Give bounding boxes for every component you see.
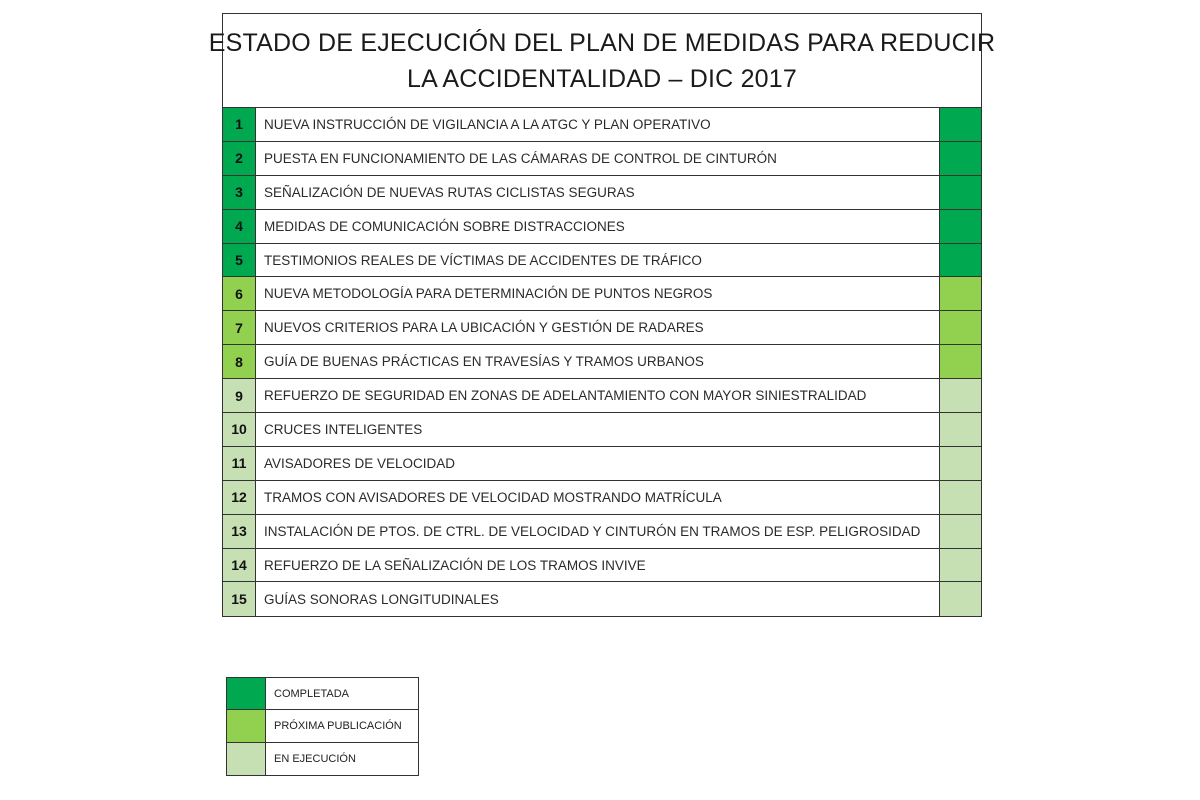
measure-description: INSTALACIÓN DE PTOS. DE CTRL. DE VELOCIDAD Y CINTURÓN EN TRAMOS DE ESP. PELIGROSIDAD bbox=[264, 523, 921, 539]
measure-number: 11 bbox=[223, 447, 256, 480]
measure-description: AVISADORES DE VELOCIDAD bbox=[264, 455, 456, 471]
measure-status-cell bbox=[939, 108, 981, 141]
measure-row bbox=[223, 244, 981, 278]
measure-description: NUEVA INSTRUCCIÓN DE VIGILANCIA A LA ATGC Y PLAN OPERATIVO bbox=[264, 116, 711, 132]
measure-number: 15 bbox=[223, 582, 256, 616]
measure-description: TESTIMONIOS REALES DE VÍCTIMAS DE ACCIDENTES DE TRÁFICO bbox=[264, 252, 702, 268]
measure-row bbox=[223, 549, 981, 583]
measure-description: REFUERZO DE LA SEÑALIZACIÓN DE LOS TRAMOS INVIVE bbox=[264, 557, 646, 573]
measure-number: 1 bbox=[223, 108, 256, 141]
measure-number: 4 bbox=[223, 210, 256, 243]
measure-row bbox=[223, 413, 981, 447]
measure-row bbox=[223, 582, 981, 616]
measure-row bbox=[223, 481, 981, 515]
measure-description: NUEVOS CRITERIOS PARA LA UBICACIÓN Y GESTIÓN DE RADARES bbox=[264, 320, 704, 336]
measure-row bbox=[223, 311, 981, 345]
measure-description: MEDIDAS DE COMUNICACIÓN SOBRE DISTRACCIONES bbox=[264, 218, 625, 234]
measure-number: 6 bbox=[223, 277, 256, 310]
measure-row bbox=[223, 447, 981, 481]
measure-row bbox=[223, 515, 981, 549]
measure-status-cell bbox=[939, 549, 981, 582]
measure-description: PUESTA EN FUNCIONAMIENTO DE LAS CÁMARAS DE CONTROL DE CINTURÓN bbox=[264, 150, 777, 166]
measure-status-cell bbox=[939, 481, 981, 514]
legend-label: PRÓXIMA PUBLICACIÓN bbox=[274, 719, 402, 732]
measure-number: 7 bbox=[223, 311, 256, 344]
legend-list bbox=[227, 678, 418, 775]
legend-label: COMPLETADA bbox=[274, 687, 349, 700]
measure-status-cell bbox=[939, 311, 981, 344]
measure-status-cell bbox=[939, 447, 981, 480]
legend-swatch bbox=[227, 743, 266, 775]
measure-number: 8 bbox=[223, 345, 256, 378]
measure-status-cell bbox=[939, 379, 981, 412]
measure-status-cell bbox=[939, 176, 981, 209]
measure-status-cell bbox=[939, 210, 981, 243]
measure-description: REFUERZO DE SEGURIDAD EN ZONAS DE ADELANTAMIENTO CON MAYOR SINIESTRALIDAD bbox=[264, 388, 867, 404]
table-title bbox=[208, 14, 996, 108]
measure-row bbox=[223, 142, 981, 176]
legend-swatch bbox=[227, 678, 266, 709]
measure-status-cell bbox=[939, 515, 981, 548]
measure-row bbox=[223, 108, 981, 142]
title-line-2: LA ACCIDENTALIDAD – DIC 2017 bbox=[406, 64, 797, 93]
measure-number: 12 bbox=[223, 481, 256, 514]
measures-table bbox=[208, 13, 996, 617]
measure-number: 5 bbox=[223, 244, 256, 277]
measure-row bbox=[223, 210, 981, 244]
measure-status-cell bbox=[939, 277, 981, 310]
title-line-1: ESTADO DE EJECUCIÓN DEL PLAN DE MEDIDAS PARA REDUCIR bbox=[208, 28, 996, 57]
measure-status-cell bbox=[939, 244, 981, 277]
measure-status-cell bbox=[939, 582, 981, 616]
measure-description: TRAMOS CON AVISADORES DE VELOCIDAD MOSTRANDO MATRÍCULA bbox=[264, 489, 722, 505]
measure-description: CRUCES INTELIGENTES bbox=[264, 421, 423, 437]
measure-row bbox=[223, 176, 981, 210]
legend-row bbox=[227, 678, 418, 710]
measure-number: 2 bbox=[223, 142, 256, 175]
measure-row bbox=[223, 277, 981, 311]
measure-description: SEÑALIZACIÓN DE NUEVAS RUTAS CICLISTAS SEGURAS bbox=[264, 184, 635, 200]
measure-status-cell bbox=[939, 142, 981, 175]
status-legend bbox=[226, 677, 419, 776]
legend-label: EN EJECUCIÓN bbox=[274, 752, 356, 765]
measure-number: 10 bbox=[223, 413, 256, 446]
measure-description: GUÍAS SONORAS LONGITUDINALES bbox=[264, 591, 499, 607]
measure-status-cell bbox=[939, 413, 981, 446]
measure-number: 13 bbox=[223, 515, 256, 548]
legend-row bbox=[227, 710, 418, 742]
legend-swatch bbox=[227, 710, 266, 741]
measure-description: GUÍA DE BUENAS PRÁCTICAS EN TRAVESÍAS Y TRAMOS URBANOS bbox=[264, 354, 704, 370]
measure-row bbox=[223, 379, 981, 413]
measure-number: 3 bbox=[223, 176, 256, 209]
measures-list bbox=[223, 108, 981, 616]
measure-description: NUEVA METODOLOGÍA PARA DETERMINACIÓN DE PUNTOS NEGROS bbox=[264, 286, 713, 302]
measure-number: 14 bbox=[223, 549, 256, 582]
measure-row bbox=[223, 345, 981, 379]
measure-number: 9 bbox=[223, 379, 256, 412]
measure-status-cell bbox=[939, 345, 981, 378]
legend-row bbox=[227, 743, 418, 775]
